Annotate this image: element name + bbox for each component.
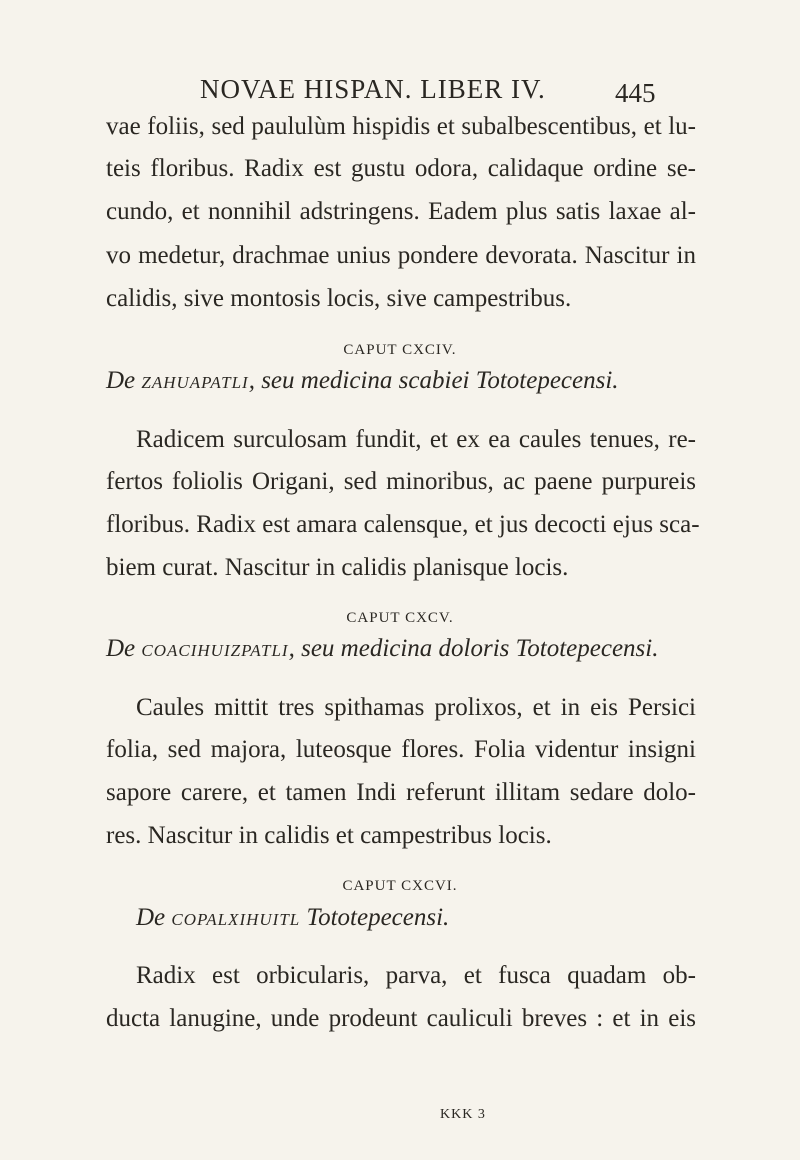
text-line: fertos foliolis Origani, sed minoribus, ac paene purpureis	[106, 468, 696, 495]
text-line: teis floribus. Radix est gustu odora, calidaque ordine se-	[106, 155, 696, 182]
text-line: Caules mittit tres spithamas prolixos, et in eis Persici	[136, 694, 696, 721]
title-de: De	[106, 635, 136, 662]
text-line: floribus. Radix est amara calensque, et jus decocti ejus sca-	[106, 511, 700, 538]
text-line: sapore carere, et tamen Indi referunt illitam sedare dolo-	[106, 779, 696, 806]
chapter-heading: CAPUT CXCVI.	[342, 878, 458, 894]
text-line: Radix est orbicularis, parva, et fusca quadam ob-	[136, 962, 696, 989]
title-rest: , seu medicina doloris Tototepecensi.	[288, 635, 659, 662]
chapter-title	[136, 903, 736, 935]
chapter-title	[106, 366, 706, 398]
text-line: res. Nascitur in calidis et campestribus locis.	[106, 822, 552, 849]
plant-name: COACIHUIZPATLI	[141, 641, 289, 660]
title-de: De	[136, 904, 166, 931]
plant-name: ZAHUAPATLI	[141, 373, 249, 392]
chapter-heading: CAPUT CXCV.	[346, 610, 454, 626]
text-line: ducta lanugine, unde prodeunt cauliculi breves : et in eis	[106, 1005, 696, 1032]
title-rest: Tototepecensi.	[300, 904, 450, 931]
title-de: De	[106, 367, 136, 394]
text-line: vo medetur, drachmae unius pondere devorata. Nascitur in	[106, 242, 696, 269]
chapter-heading: CAPUT CXCIV.	[343, 342, 457, 358]
text-line: folia, sed majora, luteosque flores. Folia videntur insigni	[106, 736, 696, 763]
text-line: calidis, sive montosis locis, sive campestribus.	[106, 285, 572, 312]
chapter-title	[106, 634, 706, 666]
text-line: cundo, et nonnihil adstringens. Eadem plus satis laxae al-	[106, 198, 696, 225]
plant-name: COPALXIHUITL	[171, 910, 301, 929]
page-number: 445	[615, 78, 656, 108]
text-line: Radicem surculosam fundit, et ex ea caules tenues, re-	[136, 426, 696, 453]
text-line: biem curat. Nascitur in calidis planisque locis.	[106, 554, 569, 581]
signature-mark: KKK 3	[440, 1107, 486, 1122]
running-title: NOVAE HISPAN. LIBER IV.	[200, 74, 546, 104]
title-rest: , seu medicina scabiei Tototepecensi.	[248, 367, 619, 394]
text-line: vae foliis, sed paululùm hispidis et subalbescentibus, et lu-	[106, 113, 696, 140]
